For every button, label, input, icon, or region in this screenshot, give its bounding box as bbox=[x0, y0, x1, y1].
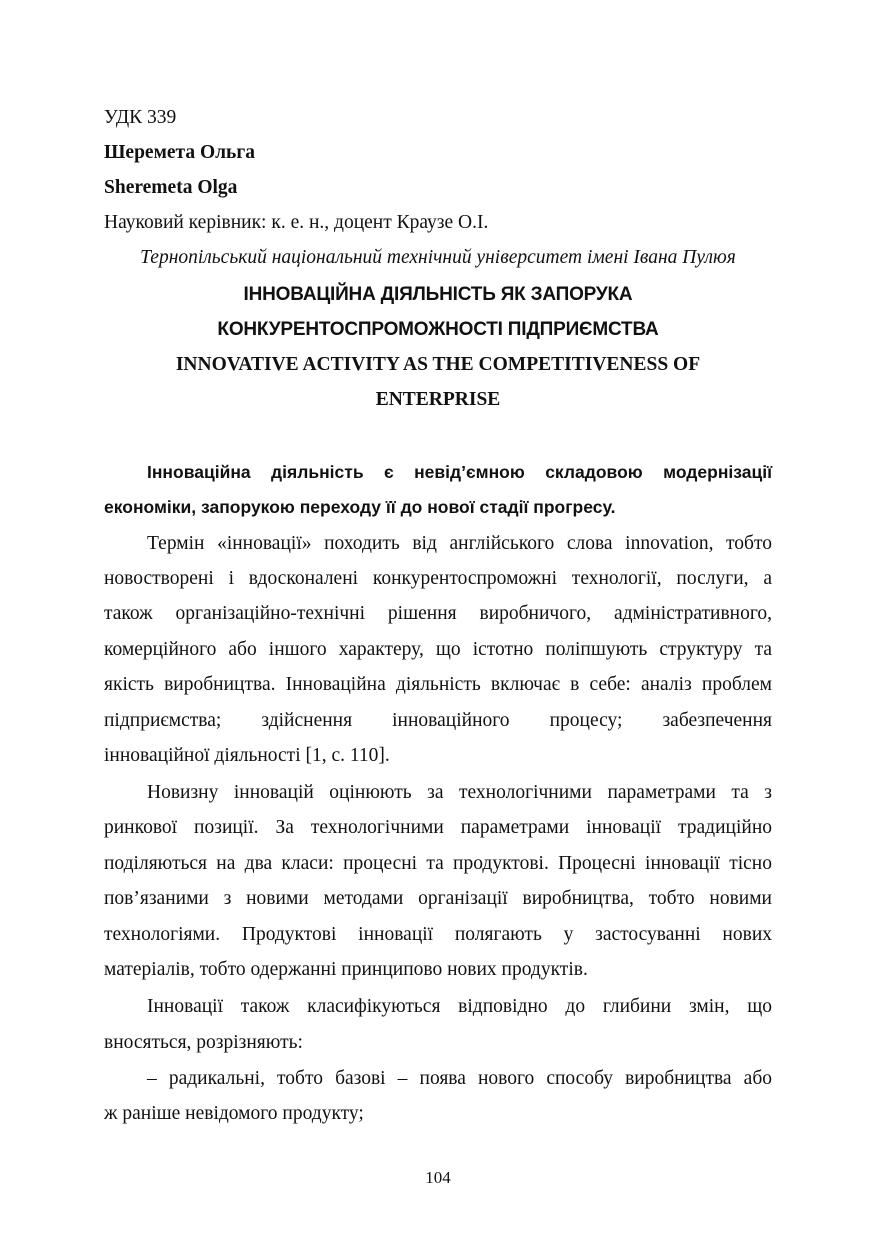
list-item-line-2: ж раніше невідомого продукту; bbox=[104, 1103, 364, 1124]
paragraph-2-line-1: Новизну інновацій оцінюють за технологічними параметрами та з bbox=[147, 782, 772, 803]
university-line: Тернопільський національний технічний університет імені Івана Пулюя bbox=[140, 247, 736, 268]
author-name-ua: Шеремета Ольга bbox=[104, 142, 255, 163]
title-en-line-2: ENTERPRISE bbox=[375, 389, 501, 410]
paragraph-1-line-4: комерційного або іншого характеру, що істотно поліпшують структуру та bbox=[104, 639, 772, 660]
title-en-line-1: INNOVATIVE ACTIVITY AS THE COMPETITIVENESS OF bbox=[175, 354, 701, 375]
paragraph-1-line-6: підприємства; здійснення інноваційного процесу; забезпечення bbox=[104, 710, 772, 731]
paragraph-1-line-5: якість виробництва. Інноваційна діяльність включає в себе: аналіз проблем bbox=[104, 674, 772, 695]
paragraph-3-line-2: вносяться, розрізняють: bbox=[104, 1032, 303, 1053]
title-ua-line-2: КОНКУРЕНТОСПРОМОЖНОСТІ ПІДПРИЄМСТВА bbox=[217, 319, 659, 340]
list-item-line-1: – радикальні, тобто базові – поява нового способу виробництва або bbox=[147, 1068, 772, 1089]
author-name-en: Sheremeta Olga bbox=[104, 177, 238, 198]
paragraph-2-line-5: технологіями. Продуктові інновації полягають у застосуванні нових bbox=[104, 924, 772, 945]
paragraph-2-line-6: матеріалів, тобто одержанні принципово нових продуктів. bbox=[104, 959, 588, 980]
paragraph-1-line-7: інноваційної діяльності [1, с. 110]. bbox=[104, 745, 390, 766]
paragraph-1-line-2: новостворені і вдосконалені конкурентоспроможні технології, послуги, а bbox=[104, 568, 772, 589]
document-page bbox=[104, 0, 772, 1240]
page-number: 104 bbox=[425, 1168, 451, 1187]
title-ua-line-1: ІННОВАЦІЙНА ДІЯЛЬНІСТЬ ЯК ЗАПОРУКА bbox=[243, 284, 633, 305]
paragraph-3-line-1: Інновації також класифікуються відповідно до глибини змін, що bbox=[147, 996, 772, 1017]
lead-paragraph-line-2: економіки, запорукою переходу її до нової стадії прогресу. bbox=[104, 497, 616, 517]
paragraph-2-line-4: пов’язаними з новими методами організації виробництва, тобто новими bbox=[104, 888, 772, 909]
lead-paragraph-line-1: Інноваційна діяльність є невід’ємною складовою модернізації bbox=[147, 462, 772, 482]
supervisor-line: Науковий керівник: к. е. н., доцент Краузе О.І. bbox=[104, 212, 489, 233]
paragraph-2-line-2: ринкової позиції. За технологічними параметрами інновації традиційно bbox=[104, 817, 772, 838]
paragraph-1-line-1: Термін «інновації» походить від англійського слова innovation, тобто bbox=[147, 533, 772, 554]
paragraph-2-line-3: поділяються на два класи: процесні та продуктові. Процесні інновації тісно bbox=[104, 853, 772, 874]
udk-code: УДК 339 bbox=[104, 107, 177, 128]
paragraph-1-line-3: також організаційно-технічні рішення виробничого, адміністративного, bbox=[104, 603, 772, 624]
